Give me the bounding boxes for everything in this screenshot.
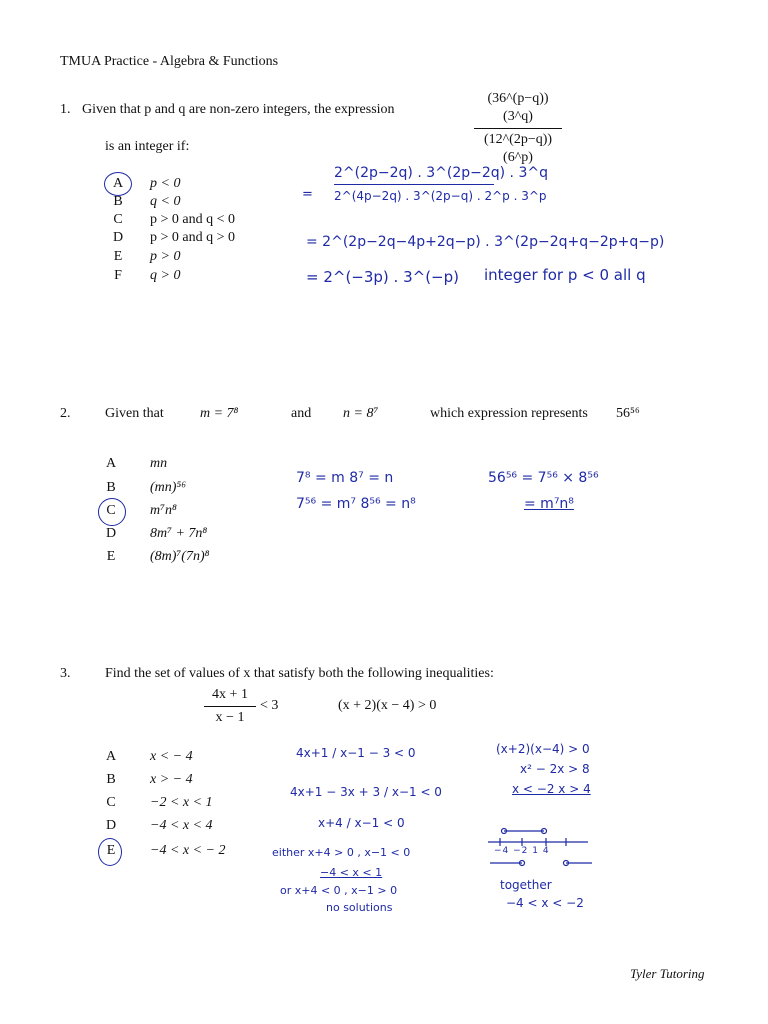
q2-option-e-letter: E xyxy=(106,549,116,564)
q3-work-a2: 4x+1 − 3x + 3 / x−1 < 0 xyxy=(290,785,442,799)
q1-work-numerator: 2^(2p−2q) . 3^(2p−2q) . 3^q xyxy=(334,165,548,181)
q3-work-a4: either x+4 > 0 , x−1 < 0 xyxy=(272,846,411,859)
q2-work-right-2: = m⁷n⁸ xyxy=(524,496,574,512)
q1-subtext: is an integer if: xyxy=(105,139,190,154)
q3-option-a-text: x < − 4 xyxy=(150,749,193,764)
q3-work-number-line-labels: −4 −2 1 4 xyxy=(494,846,550,856)
q2-option-d-letter: D xyxy=(105,526,117,541)
q1-option-b-text: q < 0 xyxy=(150,194,181,209)
q1-option-a-letter: A xyxy=(112,176,124,191)
q1-work-line-2: = 2^(2p−2q−4p+2q−p) . 3^(2p−2q+q−2p+q−p) xyxy=(306,234,665,250)
q2-option-e-text: (8m)⁷(7n)⁸ xyxy=(150,549,210,564)
q2-option-c-letter: C xyxy=(106,503,116,518)
q3-option-d-text: −4 < x < 4 xyxy=(150,818,213,833)
q3-text: Find the set of values of x that satisfy both the following inequalities: xyxy=(105,666,494,681)
q3-option-e-letter: E xyxy=(106,843,116,858)
q3-inequality-1-rhs: < 3 xyxy=(260,698,279,713)
q2-number: 2. xyxy=(60,406,71,421)
q2-work-left-1: 7⁸ = m 8⁷ = n xyxy=(296,470,394,486)
q1-option-d-text: p > 0 and q > 0 xyxy=(150,230,236,245)
q3-work-b1: (x+2)(x−4) > 0 xyxy=(496,742,590,756)
q3-inequality-1-denominator: x − 1 xyxy=(215,710,245,725)
q1-option-e-text: p > 0 xyxy=(150,249,181,264)
q3-work-a6: or x+4 < 0 , x−1 > 0 xyxy=(280,884,398,897)
q1-work-line-3: = 2^(−3p) . 3^(−p) xyxy=(306,268,459,286)
q3-option-b-text: x > − 4 xyxy=(150,772,193,787)
q1-option-c-text: p > 0 and q < 0 xyxy=(150,212,236,227)
footer-credit: Tyler Tutoring xyxy=(630,966,705,981)
q2-work-left-2: 7⁵⁶ = m⁷ 8⁵⁶ = n⁸ xyxy=(296,496,416,512)
q3-work-b2: x² − 2x > 8 xyxy=(520,762,590,776)
q1-option-d-letter: D xyxy=(112,230,124,245)
q3-option-e-text: −4 < x < − 2 xyxy=(150,843,226,858)
q2-target: 56⁵⁶ xyxy=(616,406,640,421)
q3-work-a7: no solutions xyxy=(326,901,393,914)
q2-option-b-letter: B xyxy=(106,480,116,495)
q3-work-a5: −4 < x < 1 xyxy=(320,866,383,879)
q1-option-e-letter: E xyxy=(113,249,123,264)
q2-option-b-text: (mn)⁵⁶ xyxy=(150,480,187,495)
q1-option-c-letter: C xyxy=(113,212,123,227)
q3-option-d-letter: D xyxy=(105,818,117,833)
q3-work-a3: x+4 / x−1 < 0 xyxy=(318,816,405,830)
q1-option-f-text: q > 0 xyxy=(150,268,181,283)
q3-work-b6: −4 < x < −2 xyxy=(506,896,584,910)
q2-option-c-text: m⁷n⁸ xyxy=(150,503,177,518)
q2-and: and xyxy=(291,406,312,421)
q3-inequality-1-numerator: 4x + 1 xyxy=(212,687,248,702)
q2-given: Given that xyxy=(105,406,164,421)
q1-work-conclusion: integer for p < 0 all q xyxy=(484,266,646,284)
q2-question: which expression represents xyxy=(430,406,588,421)
q1-option-f-letter: F xyxy=(114,268,122,283)
q3-work-b3: x < −2 x > 4 xyxy=(512,782,591,796)
q1-option-a-text: p < 0 xyxy=(150,176,181,191)
q3-option-a-letter: A xyxy=(105,749,117,764)
q3-option-c-letter: C xyxy=(106,795,116,810)
q3-option-b-letter: B xyxy=(106,772,116,787)
q3-work-a1: 4x+1 / x−1 − 3 < 0 xyxy=(296,746,416,760)
q1-expression-denominator: (12^(2p−q))(6^p) xyxy=(483,132,553,165)
q1-work-equals-1: = xyxy=(302,187,313,202)
q2-n-expression: n = 8⁷ xyxy=(343,406,379,421)
q2-option-a-text: mn xyxy=(150,456,168,471)
q3-option-c-text: −2 < x < 1 xyxy=(150,795,213,810)
q1-text: Given that p and q are non-zero integers, the expression xyxy=(82,102,395,117)
q1-expression-numerator: (36^(p−q))(3^q) xyxy=(487,91,549,124)
q3-inequality-2: (x + 2)(x − 4) > 0 xyxy=(338,698,437,713)
q2-m-expression: m = 7⁸ xyxy=(200,406,239,421)
q1-option-b-letter: B xyxy=(113,194,123,209)
q3-work-b5: together xyxy=(500,878,552,892)
q3-number: 3. xyxy=(60,666,71,681)
page-title: TMUA Practice - Algebra & Functions xyxy=(60,54,279,69)
q1-work-denominator: 2^(4p−2q) . 3^(2p−q) . 2^p . 3^p xyxy=(334,189,547,203)
q2-option-d-text: 8m⁷ + 7n⁸ xyxy=(150,526,208,541)
q2-option-a-letter: A xyxy=(105,456,117,471)
q1-number: 1. xyxy=(60,102,71,117)
q2-work-right-1: 56⁵⁶ = 7⁵⁶ × 8⁵⁶ xyxy=(488,470,599,486)
